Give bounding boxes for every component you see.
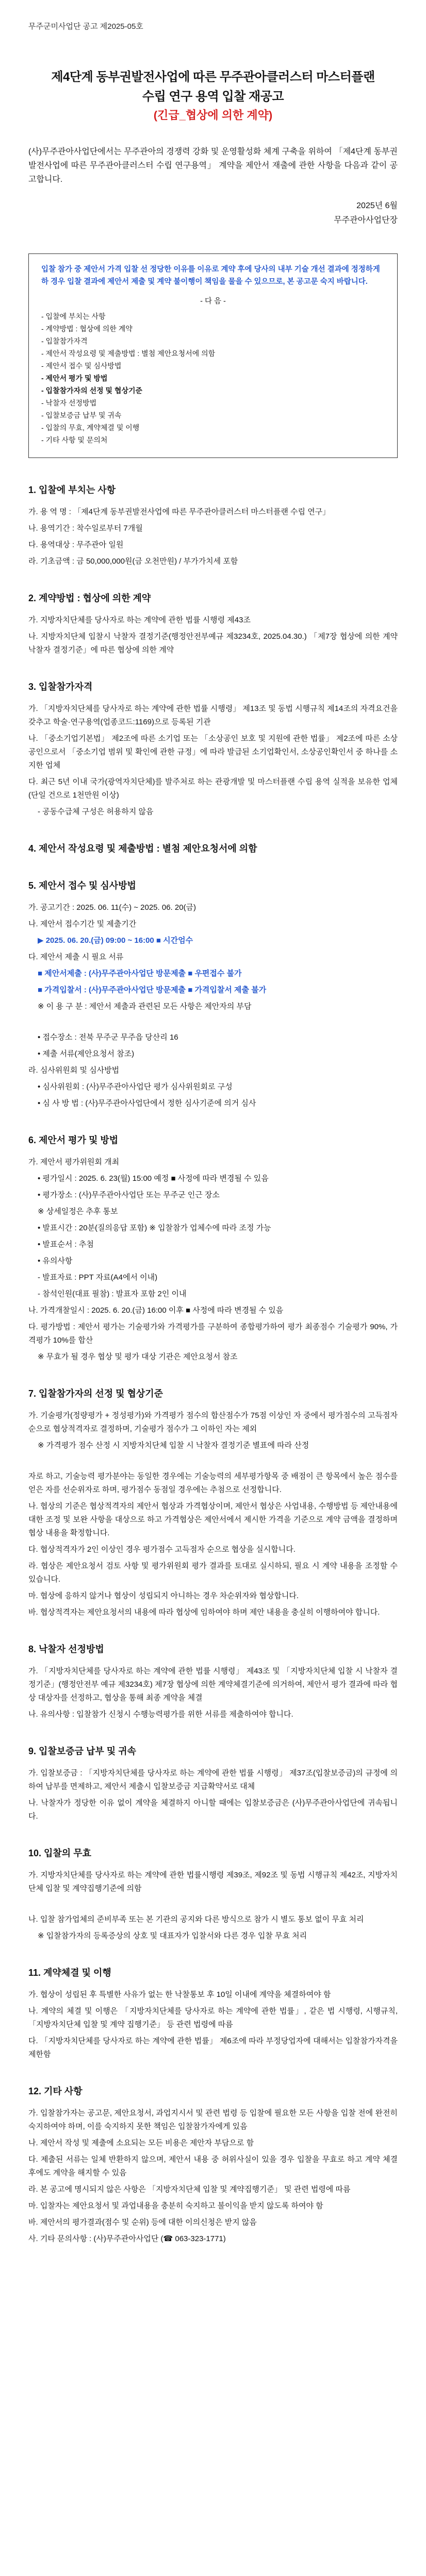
intro-paragraph: (사)무주관아사업단에서는 무주관아의 경쟁력 강화 및 운영활성화 체계 구축을 위하여 「제4단계 동부권발전사업에 따른 무주관아클러스터 수립 연구용역」 계약을 제안서 재출에 관한 사항을 다음과 같이 공고합니다. bbox=[28, 147, 398, 184]
section-line: 나. 협상의 기준은 협상적격자의 제안서 협상과 가격협상이며, 제안서 협상은 사업내용, 수행방법 등 제안내용에 대한 조정 및 보완 사항을 대상으로 하고 가격협상은 제안서에서 제시한 가격을 기준으로 계약 금액을 결정하며 협상 내용을 확정합니다. bbox=[28, 1502, 398, 1537]
title-subtitle: (긴급_협상에 의한 계약) bbox=[153, 109, 273, 122]
spacer bbox=[28, 1455, 398, 1470]
section-line: 가. 협상이 성립된 후 특별한 사유가 없는 한 낙찰통보 후 10일 이내에 계약을 체결하여야 함 bbox=[28, 1990, 331, 1999]
toc-item: - 계약방법 : 협상에 의한 계약 bbox=[41, 325, 133, 333]
section-line: 바. 협상적격자는 제안요청서의 내용에 따라 협상에 임하여야 하며 제안 내용을 충실히 이행하여야 합니다. bbox=[28, 1608, 380, 1617]
toc-item: - 제안서 접수 및 심사방법 bbox=[41, 362, 122, 370]
section-line: 나. 제안서 작성 및 제출에 소요되는 모든 비용은 제안자 부담으로 함 bbox=[28, 2139, 254, 2147]
section-line: 다. 「지방자치단체를 당사자로 하는 계약에 관한 법률」 제6조에 따라 부정당업자에 대해서는 입찰참가자격을 제한함 bbox=[28, 2037, 398, 2059]
toc-item: - 기타 사항 및 문의처 bbox=[41, 436, 108, 444]
section-line: 나. 용역기간 : 착수일로부터 7개월 bbox=[28, 524, 143, 533]
toc-item: - 제안서 작성요령 및 제출방법 : 별첨 제안요청서에 의함 bbox=[41, 349, 216, 358]
toc-list bbox=[41, 310, 385, 446]
section-10 bbox=[28, 1846, 398, 1943]
section-line: 마. 입찰자는 제안요청서 및 과업내용을 충분히 숙지하고 불이익을 받지 않도록 하여야 함 bbox=[28, 2201, 323, 2210]
section-line: 가. 제안서 평가위원회 개최 bbox=[28, 1158, 120, 1166]
section-title: 12. 기타 사항 bbox=[28, 2086, 83, 2096]
section-title: 2. 계약방법 : 협상에 의한 계약 bbox=[28, 593, 151, 603]
section-line: 라. 협상은 제안요청서 검토 사항 및 평가위원회 평가 결과를 토대로 실시하되, 필요 시 계약 내용을 조정할 수 있습니다. bbox=[28, 1562, 398, 1584]
section-line: 가. 입찰보증금 : 「지방자치단체를 당사자로 하는 계약에 관한 법률 시행령」 제37조(입찰보증금)의 규정에 의하여 납부를 면제하고, 제안서 제출시 입찰보증금 지급확약서로 대체 bbox=[28, 1769, 398, 1791]
section-line: 가. 기술평가(정량평가 + 정성평가)와 가격평가 점수의 합산점수가 75점 이상인 자 중에서 평가점수의 고득점자 순으로 협상적격자로 결정하며, 기술평가 점수가 그 이하인 자는 제외 bbox=[28, 1411, 398, 1433]
section-title: 11. 계약체결 및 이행 bbox=[28, 1968, 111, 1978]
section-title: 6. 제안서 평가 및 방법 bbox=[28, 1135, 119, 1145]
section-line: • 유의사항 bbox=[38, 1257, 73, 1265]
issuer-name: 무주관아사업단장 bbox=[334, 216, 398, 225]
document-number: 무주군미사업단 공고 제2025-05호 bbox=[28, 22, 143, 31]
section-line: 라. 본 공고에 명시되지 않은 사항은 「지방자치단체 입찰 및 계약집행기준」 및 관련 법령에 따름 bbox=[28, 2185, 351, 2194]
section-line: 나. 가격개찰일시 : 2025. 6. 20.(금) 16:00 이후 ■ 사정에 따라 변경될 수 있음 bbox=[28, 1306, 284, 1315]
section-line: 가. 공고기간 : 2025. 06. 11(수) ~ 2025. 06. 20(금) bbox=[28, 903, 196, 912]
section-title: 9. 입찰보증금 납부 및 귀속 bbox=[28, 1746, 136, 1756]
section-2 bbox=[28, 591, 398, 657]
section-title: 1. 입찰에 부치는 사항 bbox=[28, 485, 116, 495]
section-line: 나. 지방자치단체 입찰시 낙찰자 결정기준(행정안전부예규 제3234호, 2025.04.30.) 「제7장 협상에 의한 계약 낙찰자 결정기준」에 따른 협상에 의한 계약 bbox=[28, 632, 398, 654]
section-line: • 발표순서 : 추첨 bbox=[38, 1240, 94, 1249]
section-title: 3. 입찰참가자격 bbox=[28, 682, 93, 692]
section-5 bbox=[28, 878, 398, 1110]
section-line: - 참석인원(대표 필참) : 발표자 포함 2인 이내 bbox=[38, 1290, 187, 1298]
section-line: ■ 가격입찰서 : (사)무주관아사업단 방문제출 ■ 가격입찰서 제출 불가 bbox=[38, 986, 267, 994]
section-3 bbox=[28, 680, 398, 819]
title-line-1: 제4단계 동부권발전사업에 따른 무주관아클러스터 마스터플랜 bbox=[51, 70, 375, 84]
section-line: • 접수장소 : 전북 무주군 무주읍 당산리 16 bbox=[38, 1033, 178, 1042]
notice-date: 2025년 6월 bbox=[356, 201, 398, 210]
toc-item: - 입찰보증금 납부 및 귀속 bbox=[41, 411, 122, 419]
section-line: 라. 기초금액 : 금 50,000,000원(금 오천만원) / 부가가치세 포함 bbox=[28, 557, 238, 566]
toc-item: - 입찰참가자격 bbox=[41, 337, 88, 345]
section-line: ※ 상세일정은 추후 통보 bbox=[38, 1207, 118, 1216]
section-line: 나. 유의사항 : 입찰참가 신청시 수행능력평가를 위한 서류를 제출하여야 합니다. bbox=[28, 1710, 293, 1719]
section-line: 나. 계약의 체결 및 이행은 「지방자치단체를 당사자로 하는 계약에 관한 법률」, 같은 법 시행령, 시행규칙, 「지방자치단체 입찰 및 계약 집행기준」 등 관련 법령에 따름 bbox=[28, 2007, 398, 2029]
section-line: 라. 심사위원회 및 심사방법 bbox=[28, 1066, 120, 1075]
section-1 bbox=[28, 483, 398, 568]
section-line: 사. 기타 문의사항 : (사)무주관아사업단 (☎ 063-323-1771) bbox=[28, 2234, 226, 2243]
section-title: 10. 입찰의 무효 bbox=[28, 1848, 91, 1858]
section-9 bbox=[28, 1744, 398, 1823]
section-line: 바. 제안서의 평가결과(점수 및 순위) 등에 대한 이의신청은 받지 않음 bbox=[28, 2218, 257, 2227]
section-line: • 평가일시 : 2025. 6. 23(월) 15:00 예정 ■ 사정에 따라 변경될 수 있음 bbox=[38, 1174, 269, 1183]
title-line-2: 수립 연구 용역 입찰 재공고 bbox=[142, 90, 284, 104]
section-8 bbox=[28, 1642, 398, 1721]
section-line: • 심사위원회 : (사)무주관아사업단 평가 심사위원회로 구성 bbox=[38, 1082, 233, 1091]
section-line: 다. 제출된 서류는 일체 반환하지 않으며, 제안서 내용 중 허위사실이 있을 경우 입찰을 무효로 하고 계약 체결 후에도 계약을 해지할 수 있음 bbox=[28, 2155, 398, 2177]
toc-item: - 입찰의 무효, 계약체결 및 이행 bbox=[41, 423, 140, 432]
section-line: ※ 입찰참가자의 등록증상의 상호 및 대표자가 입찰서와 다른 경우 입찰 무효 처리 bbox=[38, 1931, 307, 1940]
toc-title: - 다 음 - bbox=[200, 297, 226, 306]
section-line: - 공동수급체 구성은 허용하지 않음 bbox=[38, 807, 154, 816]
section-line: 다. 용역대상 : 무주관아 일원 bbox=[28, 540, 124, 549]
section-line: ※ 무효가 될 경우 협상 및 평가 대상 기관은 제안요청서 참조 bbox=[38, 1352, 238, 1361]
section-11 bbox=[28, 1965, 398, 2061]
section-line: 다. 협상적격자가 2인 이상인 경우 평가점수 고득점자 순으로 협상을 실시합니다. bbox=[28, 1545, 296, 1554]
toc-item: - 낙찰자 선정방법 bbox=[41, 399, 97, 407]
section-line: ▶ 2025. 06. 20.(금) 09:00 ~ 16:00 ■ 시간엄수 bbox=[38, 936, 193, 945]
notice-box bbox=[28, 253, 398, 458]
section-line: 나. 낙찰자가 정당한 이유 없이 계약을 체결하지 아니할 때에는 입찰보증금은 (사)무주관아사업단에 귀속됩니다. bbox=[28, 1799, 398, 1821]
section-line: 가. 입찰참가자는 공고문, 제안요청서, 과업지시서 및 관련 법령 등 입찰에 필요한 모든 사항을 입찰 전에 완전히 숙지하여야 하며, 이를 숙지하지 못한 책임은 입찰참가자에게 있음 bbox=[28, 2109, 398, 2131]
section-line: ■ 제안서제출 : (사)무주관아사업단 방문제출 ■ 우편접수 불가 bbox=[38, 969, 242, 978]
section-line: - 발표자료 : PPT 자료(A4에서 이내) bbox=[38, 1273, 158, 1282]
toc-item: - 입찰에 부치는 사항 bbox=[41, 312, 106, 320]
section-line: • 심 사 방 법 : (사)무주관아사업단에서 정한 심사기준에 의거 심사 bbox=[38, 1099, 256, 1108]
section-line: • 발표시간 : 20분(질의응답 포함) ※ 입찰참가 업체수에 따라 조정 가능 bbox=[38, 1224, 271, 1232]
section-line: 나. 「중소기업기본법」 제2조에 따른 소기업 또는 「소상공인 보호 및 지원에 관한 법률」 제2조에 따른 소상공인으로서 「중소기업 범위 및 확인에 관한 규정」에 따라 발급된 소기업확인서, 소상공인확인서 중 하나를 소지한 업체 bbox=[28, 734, 398, 770]
section-line: 다. 최근 5년 이내 국가(광역자치단체)를 발주처로 하는 관광개발 및 마스터플랜 수립 용역 실적을 보유한 업체(단일 건으로 1천만원 이상) bbox=[28, 777, 398, 800]
toc-item: - 제안서 평가 및 방법 bbox=[41, 374, 108, 382]
spacer bbox=[28, 1016, 398, 1031]
section-6 bbox=[28, 1133, 398, 1364]
section-line: 가. 「지방자치단체를 당사자로 하는 계약에 관한 법률 시행령」 제13조 및 동법 시행규칙 제14조의 자격요건을 갖추고 학술·연구용역(업종코드:1169)으로 등록된 기관 bbox=[28, 704, 398, 726]
title-block bbox=[28, 67, 398, 124]
toc-item: - 입찰참가자의 선정 및 협상기준 bbox=[41, 386, 143, 395]
section-line: • 평가장소 : (사)무주관아사업단 또는 무주군 인근 장소 bbox=[38, 1191, 220, 1199]
section-title: 8. 낙찰자 선정방법 bbox=[28, 1644, 104, 1654]
section-title: 7. 입찰참가자의 선정 및 협상기준 bbox=[28, 1388, 163, 1399]
section-12 bbox=[28, 2084, 398, 2246]
notice-text: 입찰 참가 중 제안서 가격 입찰 선 정당한 이유를 이유로 계약 후에 당사의 내부 기술 개선 결과에 정정하게 하 경우 입찰 결과에 제안서 제출 및 계약 불이행이 책임을 물을 수 있으므로, 본 공고문 숙지 바랍니다. bbox=[41, 265, 380, 286]
section-line: 다. 평가방법 : 제안서 평가는 기술평가와 가격평가를 구분하여 종합평가하여 평가 최종점수 기술평가 90%, 가격평가 10%를 합산 bbox=[28, 1323, 398, 1345]
section-line: 가. 지방자치단체를 당사자로 하는 계약에 관한 법률 시행령 제43조 bbox=[28, 616, 251, 624]
date-block bbox=[28, 199, 398, 228]
sections-container bbox=[28, 483, 398, 2246]
section-title: 5. 제안서 접수 및 심사방법 bbox=[28, 880, 136, 891]
section-line: 가. 용 역 명 : 「제4단계 동부권발전사업에 따른 무주관아클러스터 마스터플랜 수립 연구」 bbox=[28, 507, 331, 516]
section-line: • 제출 서류(제안요청서 참조) bbox=[38, 1049, 135, 1058]
section-line: ※ 이 용 구 분 : 제안서 제출과 관련된 모든 사항은 제안자의 부담 bbox=[38, 1002, 252, 1011]
section-line: 자로 하고, 기술능력 평가분야는 동일한 경우에는 기술능력의 세부평가항목 중 배점이 큰 항목에서 높은 점수를 얻은 자를 선순위자로 하며, 평가점수 동점일 경우에는 추첨으로 선정합니다. bbox=[28, 1472, 398, 1494]
section-line: 다. 제안서 제출 시 필요 서류 bbox=[28, 953, 124, 961]
spacer bbox=[28, 1899, 398, 1913]
section-line: 나. 제안서 접수기간 및 제출기간 bbox=[28, 920, 137, 928]
section-7 bbox=[28, 1386, 398, 1619]
section-line: 마. 협상에 응하지 않거나 협상이 성립되지 아니하는 경우 차순위자와 협상합니다. bbox=[28, 1591, 299, 1600]
section-line: 가. 지방자치단체를 당사자로 하는 계약에 관한 법률시행령 제39조, 제92조 및 동법 시행규칙 제42조, 지방자치단체 입찰 및 계약집행기준에 의함 bbox=[28, 1871, 398, 1893]
section-line: 나. 입찰 참가업체의 준비부족 또는 본 기관의 공지와 다른 방식으로 참가 시 별도 통보 없이 무효 처리 bbox=[28, 1915, 364, 1924]
section-line: 가. 「지방자치단체를 당사자로 하는 계약에 관한 법률 시행령」 제43조 및 「지방자치단체 입찰 시 낙찰자 결정기준」(행정안전부 예규 제3234호) 제7장 협상에 의한 계약체결기준에 의거하여, 제안서 평가 결과에 따라 협상 대상자를 선정하고, 협상을 통해 최종 계약을 체결 bbox=[28, 1667, 398, 1702]
section-line: ※ 가격평가 점수 산정 시 지방자치단체 입찰 시 낙찰자 결정기준 별표에 따라 산정 bbox=[38, 1441, 309, 1450]
section-4 bbox=[28, 841, 398, 856]
section-title: 4. 제안서 작성요령 및 제출방법 : 별첨 제안요청서에 의함 bbox=[28, 843, 257, 854]
